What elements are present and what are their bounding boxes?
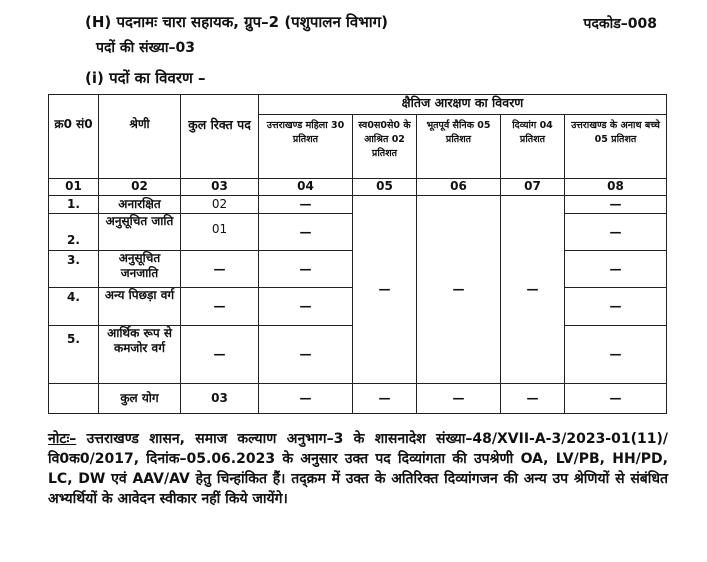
total-ex-serviceman: — <box>417 384 501 414</box>
total-sno-empty <box>49 384 99 414</box>
column-number: 03 <box>181 179 259 196</box>
merged-freedom-fighter: — <box>353 196 417 384</box>
row-category: अनुसूचित जनजाति <box>99 251 181 288</box>
column-number: 07 <box>501 179 565 196</box>
row-orphan: — <box>565 214 667 251</box>
row-sno: 1. <box>49 196 99 214</box>
post-count: पदों की संख्या–03 <box>96 40 196 56</box>
row-women: — <box>259 326 353 384</box>
total-freedom-fighter: — <box>353 384 417 414</box>
header-sno: क्र0 सं0 <box>49 95 99 179</box>
post-detail-heading: (i) पदों का विवरण – <box>85 69 206 87</box>
vacancy-table <box>48 94 667 414</box>
header-horizontal-reservation: क्षैतिज आरक्षण का विवरण <box>259 95 667 115</box>
row-women: — <box>259 288 353 326</box>
post-code: पदकोड–008 <box>583 16 657 32</box>
row-orphan: — <box>565 326 667 384</box>
total-value: 03 <box>181 384 259 414</box>
row-women: — <box>259 196 353 214</box>
row-category: आर्थिक रूप से कमजोर वर्ग <box>99 326 181 384</box>
row-category: अनारक्षित <box>99 196 181 214</box>
note-text: उत्तराखण्ड शासन, समाज कल्याण अनुभाग–3 के शासनादेश संख्या–48/XVII-A-3/2023-01(11)/वि0क0/2017, दिनांक–05.06.2023 के अनुसार उक्त पद दिव्यांगता की उपश्रेणी OA, LV/PB, HH/PD, LC, DW एवं AAV/AV हेतु चिन्हांकित हैं। तद्क्रम में उक्त के अतिरिक्त दिव्यांगजन की अन्य उप श्रेणियों से संबंधित अभ्यर्थियों के आवेदन स्वीकार नहीं किये जायेंगे। <box>48 431 668 507</box>
row-category: अन्य पिछड़ा वर्ग <box>99 288 181 326</box>
row-orphan: — <box>565 251 667 288</box>
row-total: — <box>181 326 259 384</box>
row-orphan: — <box>565 196 667 214</box>
row-total: 02 <box>181 196 259 214</box>
table-row <box>49 196 667 214</box>
header-total: कुल रिक्त पद <box>181 95 259 179</box>
header-ex-serviceman: भूतपूर्व सैनिक 05 प्रतिशत <box>417 115 501 179</box>
column-number: 04 <box>259 179 353 196</box>
column-number: 01 <box>49 179 99 196</box>
row-category: अनुसूचित जाति <box>99 214 181 251</box>
header-category: श्रेणी <box>99 95 181 179</box>
total-women: — <box>259 384 353 414</box>
row-women: — <box>259 214 353 251</box>
row-women: — <box>259 251 353 288</box>
note-label: नोटः– <box>48 431 77 447</box>
post-title: (H) पदनामः चारा सहायक, ग्रुप–2 (पशुपालन विभाग) <box>85 13 388 31</box>
header-disabled: दिव्यांग 04 प्रतिशत <box>501 115 565 179</box>
row-sno: 3. <box>49 251 99 288</box>
merged-disabled: — <box>501 196 565 384</box>
note-paragraph <box>48 429 668 509</box>
row-total: — <box>181 251 259 288</box>
column-number: 05 <box>353 179 417 196</box>
row-sno: 5. <box>49 326 99 384</box>
header-freedom-fighter: स्व0स0से0 के आश्रित 02 प्रतिशत <box>353 115 417 179</box>
merged-ex-serviceman: — <box>417 196 501 384</box>
column-number-row <box>49 179 667 196</box>
total-orphan: — <box>565 384 667 414</box>
column-number: 06 <box>417 179 501 196</box>
header-women: उत्तराखण्ड महिला 30 प्रतिशत <box>259 115 353 179</box>
row-sno: 4. <box>49 288 99 326</box>
column-number: 08 <box>565 179 667 196</box>
row-total: — <box>181 288 259 326</box>
column-number: 02 <box>99 179 181 196</box>
total-label: कुल योग <box>99 384 181 414</box>
total-row <box>49 384 667 414</box>
header-orphan: उत्तराखण्ड के अनाथ बच्चे 05 प्रतिशत <box>565 115 667 179</box>
total-disabled: — <box>501 384 565 414</box>
row-total: 01 <box>181 214 259 251</box>
row-orphan: — <box>565 288 667 326</box>
row-sno: 2. <box>49 214 99 251</box>
